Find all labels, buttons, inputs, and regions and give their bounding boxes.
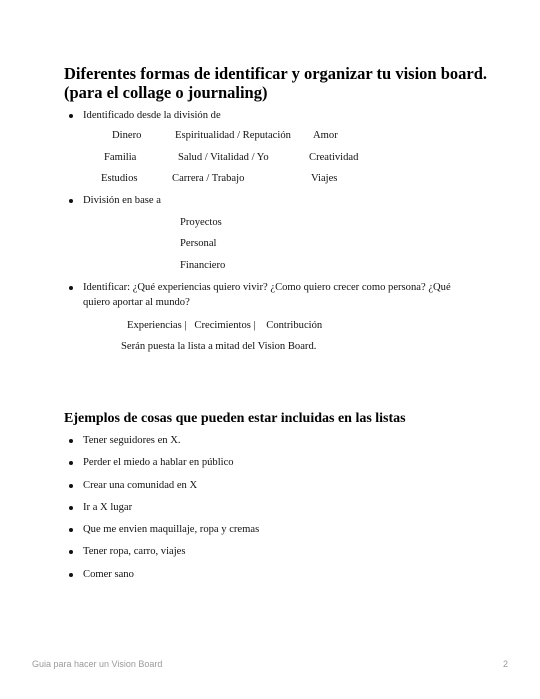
bullet-text-identificado: Identificado desde la división de	[83, 110, 221, 121]
note-text: Serán puesta la lista a mitad del Vision Board.	[121, 341, 317, 352]
grid-item-salud: Salud / Vitalidad / Yo	[178, 152, 269, 163]
section-title-examples: Ejemplos de cosas que pueden estar incluidas en las listas	[64, 411, 406, 426]
list-item: Perder el miedo a hablar en público	[83, 457, 234, 468]
bullet-icon	[69, 199, 73, 203]
base-item-proyectos: Proyectos	[180, 217, 222, 228]
list-item: Ir a X lugar	[83, 502, 133, 513]
page-title-line-2: (para el collage o journaling)	[64, 83, 268, 102]
grid-item-amor: Amor	[313, 130, 338, 141]
list-item: Que me envien maquillaje, ropa y cremas	[83, 524, 260, 535]
bullet-icon	[69, 528, 73, 532]
bullet-icon	[69, 114, 73, 118]
bullet-icon	[69, 550, 73, 554]
base-item-financiero: Financiero	[180, 260, 226, 271]
grid-item-carrera: Carrera / Trabajo	[172, 173, 245, 184]
bullet-icon	[69, 439, 73, 443]
bullet-icon	[69, 461, 73, 465]
grid-item-viajes: Viajes	[311, 173, 338, 184]
page-title-line-1: Diferentes formas de identificar y organizar tu vision board.	[64, 64, 488, 83]
page-title	[64, 64, 504, 102]
bullet-icon	[69, 286, 73, 290]
page-number: 2	[503, 659, 509, 669]
bullet-icon	[69, 484, 73, 488]
grid-item-familia: Familia	[104, 152, 137, 163]
base-item-personal: Personal	[180, 238, 217, 249]
bullet-text-identificar-line2: quiero aportar al mundo?	[83, 297, 190, 308]
bullet-icon	[69, 573, 73, 577]
grid-item-dinero: Dinero	[112, 130, 142, 141]
list-item: Tener seguidores en X.	[83, 435, 181, 446]
bullet-icon	[69, 506, 73, 510]
grid-item-creatividad: Creatividad	[309, 152, 359, 163]
grid-item-estudios: Estudios	[101, 173, 138, 184]
bullet-text-division: División en base a	[83, 195, 161, 206]
categories-line: Experiencias | Crecimientos | Contribución	[127, 320, 323, 331]
bullet-text-identificar-line1: Identificar: ¿Qué experiencias quiero vivir? ¿Como quiero crecer como persona? ¿Qué	[83, 282, 451, 293]
list-item: Crear una comunidad en X	[83, 480, 198, 491]
list-item: Tener ropa, carro, viajes	[83, 546, 186, 557]
list-item: Comer sano	[83, 569, 134, 580]
grid-item-espiritualidad: Espiritualidad / Reputación	[175, 130, 291, 141]
footer-title: Guia para hacer un Vision Board	[32, 659, 163, 669]
